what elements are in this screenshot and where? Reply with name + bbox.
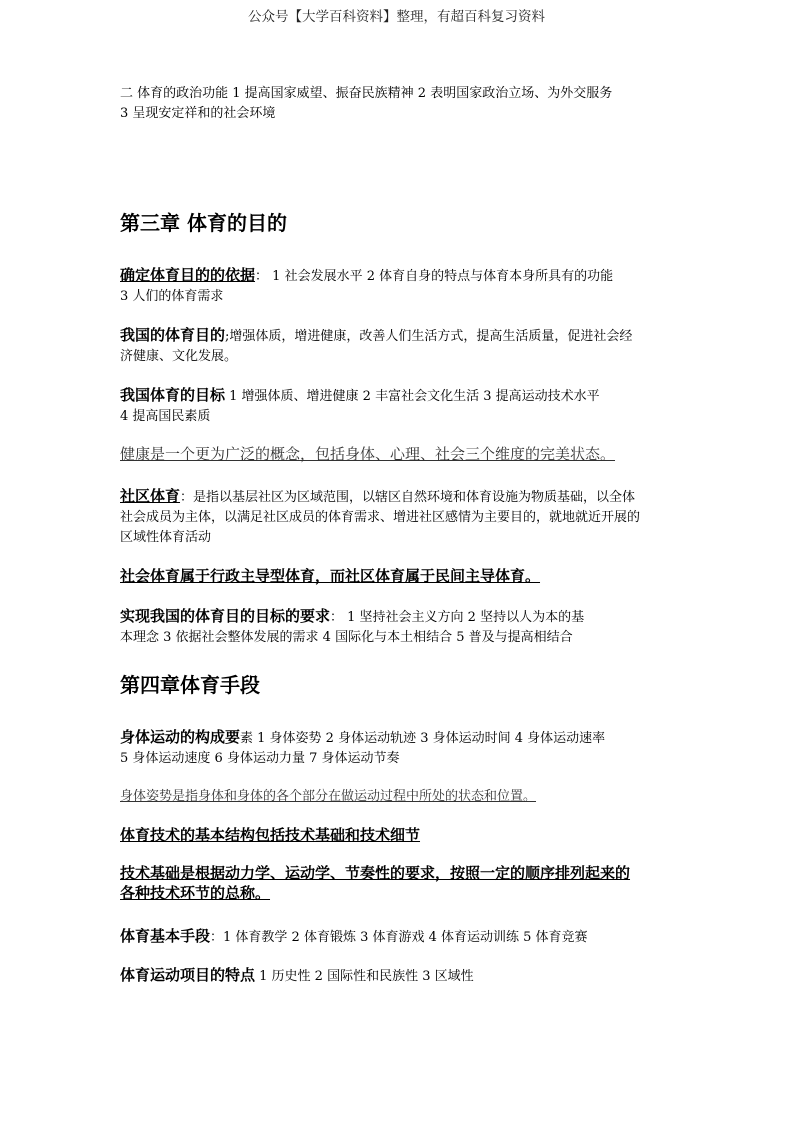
chapter-3-title: 第三章 体育的目的 <box>120 211 287 235</box>
goal-paragraph: 我国体育的目标 1 增强体质、增进健康 2 丰富社会文化生活 3 提高运动技术水平 4 提高国民素质 <box>120 386 600 424</box>
purpose-paragraph: 我国的体育目的;增强体质，增进健康，改善人们生活方式，提高生活质量，促进社会经 济健康、文化发展。 <box>120 326 633 364</box>
health-paragraph: 健康是一个更为广泛的概念，包括身体、心理、社会三个维度的完美状态。 <box>120 445 616 463</box>
motion-paragraph: 身体运动的构成要素 1 身体姿势 2 身体运动轨迹 3 身体运动时间 4 身体运动速率 5 身体运动速度 6 身体运动力量 7 身体运动节奏 <box>120 728 606 766</box>
social-sports-paragraph: 社会体育属于行政主导型体育，而社区体育属于民间主导体育。 <box>120 567 541 585</box>
goal-label: 我国体育的目标 <box>120 386 226 404</box>
basis-paragraph: 确定体育目的的依据： 1 社会发展水平 2 体育自身的特点与体育本身所具有的功能 3 人们的体育需求 <box>120 266 614 304</box>
features-label: 体育运动项目的特点 <box>120 966 256 984</box>
basis-label: 确定体育目的的依据 <box>120 266 256 284</box>
motion-label: 身体运动的构成要 <box>120 728 241 746</box>
posture-paragraph: 身体姿势是指身体和身体的各个部分在做运动过程中所处的状态和位置。 <box>120 789 537 804</box>
community-paragraph: 社区体育：是指以基层社区为区域范围，以辖区自然环境和体育设施为物质基础，以全体 社会成员为主体，以满足社区成员的体育需求、增进社区感情为主要目的，就地就近开展的 区域性体育活动 <box>120 487 641 545</box>
tech-structure-paragraph: 体育技术的基本结构包括技术基础和技术细节 <box>120 826 421 844</box>
community-label: 社区体育 <box>120 487 181 505</box>
chapter-4-title: 第四章体育手段 <box>120 673 260 697</box>
means-paragraph: 体育基本手段：1 体育教学 2 体育锻炼 3 体育游戏 4 体育运动训练 5 体育竞赛 <box>120 927 588 945</box>
tech-basis-paragraph: 技术基础是根据动力学、运动学、节奏性的要求，按照一定的顺序排列起来的 各种技术环节的总称。 <box>120 864 631 902</box>
means-label: 体育基本手段 <box>120 927 211 945</box>
political-function-paragraph: 二 体育的政治功能 1 提高国家威望、振奋民族精神 2 表明国家政治立场、为外交服务 3 呈现安定祥和的社会环境 <box>120 86 613 121</box>
requirements-label: 实现我国的体育目的目标的要求 <box>120 607 331 625</box>
purpose-label: 我国的体育目的 <box>120 326 226 344</box>
page-header: 公众号【大学百科资料】整理，有超百科复习资料 <box>248 9 545 25</box>
requirements-paragraph: 实现我国的体育目的目标的要求： 1 坚持社会主义方向 2 坚持以人为本的基 本理念 3 依据社会整体发展的需求 4 国际化与本土相结合 5 普及与提高相结合 <box>120 607 585 645</box>
features-paragraph: 体育运动项目的特点 1 历史性 2 国际性和民族性 3 区域性 <box>120 966 474 984</box>
